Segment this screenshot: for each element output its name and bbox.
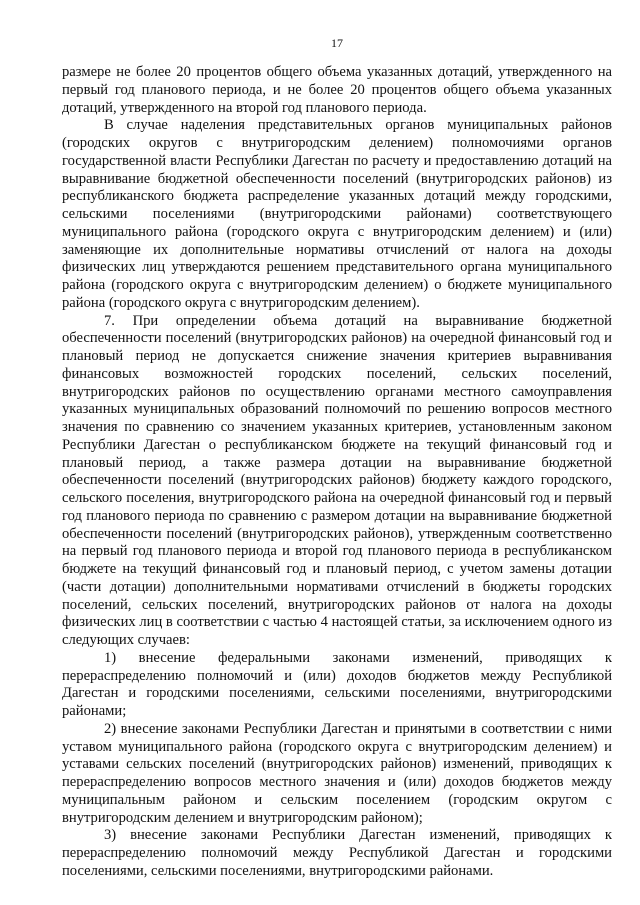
list-item-1: 1) внесение федеральными законами изменений, приводящих к перераспределению полномочий и (или) доходов бюджетов между Республикой Дагестан и городскими поселениями, сельскими поселениями, внутригородскими районами; — [62, 649, 612, 719]
document-body — [62, 64, 612, 881]
list-item-3: 3) внесение законами Республики Дагестан изменений, приводящих к перераспределению полномочий между Республикой Дагестан и городскими поселениями, сельскими поселениями, внутригородскими районами. — [62, 827, 612, 879]
list-item-2: 2) внесение законами Республики Дагестан и принятыми в соответствии с ними уставом муниципального района (городского округа с внутригородским делением) и уставами сельских поселений (внутригородских районов) изменений, приводящих к перераспределению вопросов местного значения и (или) доходов бюджетов между муниципальным районом и сельским поселением (городским округом с внутригородским делением и внутригородским районом); — [62, 720, 612, 826]
paragraph-continuation: размере не более 20 процентов общего объема указанных дотаций, утвержденного на первый год планового периода, и не более 20 процентов общего объема указанных дотаций, утвержденного на второй год планового периода. — [62, 64, 612, 116]
paragraph-delegation: В случае наделения представительных органов муниципальных районов (городских округов с внутригородским делением) полномочиями органов государственной власти Республики Дагестан по расчету и предоставлению дотаций на выравнивание бюджетной обеспеченности поселений (внутригородских районов) из республиканского бюджета распределение указанных дотаций между городскими, сельскими поселениями (внутригородскими районами) соответствующего муниципального района (городского округа с внутригородским делением) и (или) заменяющие их дополнительные нормативы отчислений от налога на доходы физических лиц утверждаются решением представительного органа муниципального района (городского округа с внутригородским делением) о бюджете муниципального района (городского округа с внутригородским делением). — [62, 117, 612, 311]
paragraph-item-7: 7. При определении объема дотаций на выравнивание бюджетной обеспеченности поселений (внутригородских районов) на очередной финансовый год и плановый период не допускается снижение значения критериев выравнивания финансовых возможностей городских поселений, сельских поселений, внутригородских районов по осуществлению органами местного самоуправления указанных муниципальных образований полномочий по решению вопросов местного значения по сравнению со значением указанных критериев, установленным законом Республики Дагестан о республиканском бюджете на текущий финансовый год и плановый период, а также размера дотации на выравнивание бюджетной обеспеченности поселений (внутригородских районов) бюджету каждого городского, сельского поселения, внутригородского района на очередной финансовый год и первый год планового периода по сравнению с размером дотации на выравнивание бюджетной обеспеченности поселений (внутригородских районов), утвержденным соответственно на первый год планового периода и второй год планового периода в республиканском бюджете на текущий финансовый год и плановый период, с учетом замены дотации (части дотации) дополнительными нормативами отчислений в бюджеты городских поселений, сельских поселений, внутригородских районов от налога на доходы физических лиц в соответствии с частью 4 настоящей статьи, за исключением одного из следующих случаев: — [62, 312, 612, 648]
page-number: 17 — [331, 36, 343, 50]
